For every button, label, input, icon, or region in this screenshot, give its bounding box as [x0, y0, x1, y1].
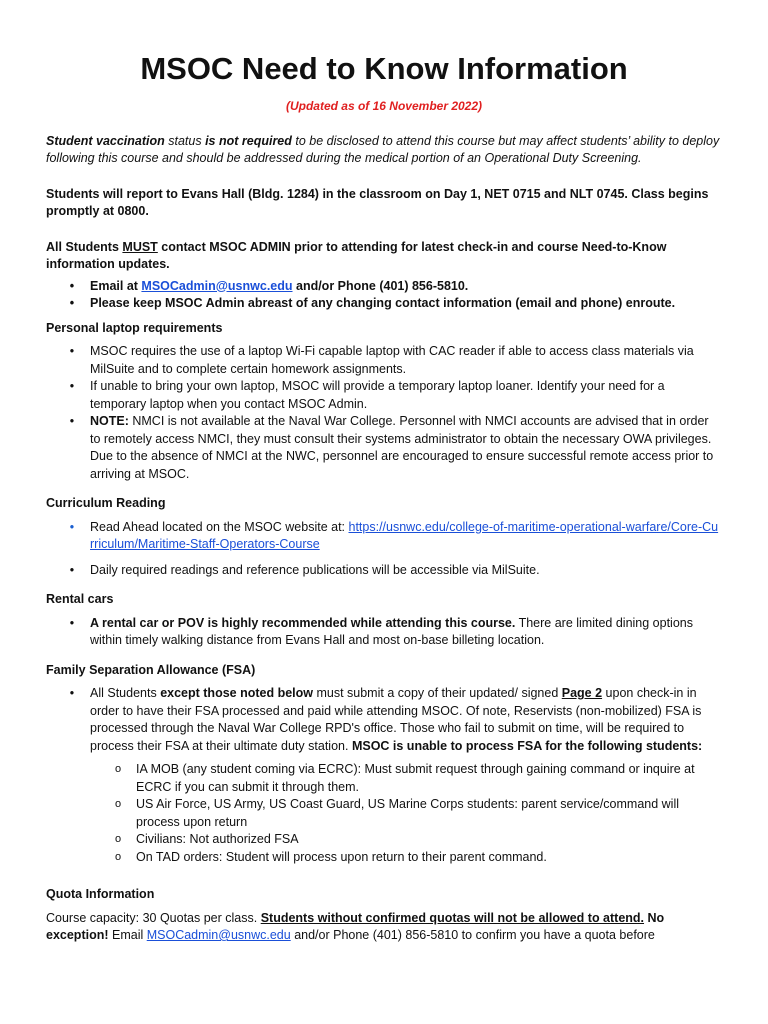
page-title: MSOC Need to Know Information: [140, 51, 628, 86]
email-link[interactable]: MSOCadmin@usnwc.edu: [146, 928, 291, 942]
fsa-text: must submit a copy of their updated/ signed: [313, 686, 562, 700]
quota-text: Course capacity: 30 Quotas per class.: [46, 910, 261, 925]
list-item: [46, 562, 722, 580]
fsa-text: upon check-in in order to have their FSA processed and paid while attending MSOC. Of note, Reservists (non-mobilized) FSA is processed through the Naval War College RPD's office. Those who fail to submit on time, will be required to process their FSA at their ultimate duty station.: [90, 686, 702, 753]
fsa-text: All Students: [90, 686, 161, 700]
must-text-1: All Students: [46, 239, 123, 254]
no-exception-text: No exception!: [46, 910, 665, 942]
email-link[interactable]: MSOCadmin@usnwc.edu: [141, 278, 293, 293]
bullet-icon: •: [69, 344, 75, 358]
read-ahead-text: Read Ahead located on the MSOC website at:: [90, 519, 349, 534]
bullet-icon: •: [69, 519, 75, 534]
bullet-icon: •: [69, 414, 75, 428]
fsa-sub-text: IA MOB (any student coming via ECRC): Must submit request through gaining command or inquire at ECRC if you can submit it through them.: [136, 762, 695, 794]
rental-recommendation: A rental car or POV is highly recommended while attending this course.: [90, 615, 516, 630]
list-item: [46, 295, 722, 313]
list-item: [46, 685, 722, 755]
sub-list-item: [46, 761, 722, 796]
email-suffix: and/or Phone (401) 856-5810.: [292, 278, 469, 293]
email-prefix: Email at: [90, 278, 142, 293]
bullet-icon: •: [69, 615, 75, 630]
circle-bullet-icon: o: [114, 850, 122, 863]
curriculum-heading: Curriculum Reading: [46, 496, 166, 510]
vaccination-label: Student vaccination: [46, 133, 165, 148]
vaccination-text-2: to be disclosed to attend this course but may affect students’ ability to deploy following this course and should be addressed during the medical portion of an Operational Duty Screening.: [46, 133, 720, 165]
keep-contact-text: Please keep MSOC Admin abreast of any changing contact information (email and phone) enroute.: [90, 296, 676, 310]
circle-bullet-icon: o: [114, 833, 122, 845]
list-item: [46, 519, 722, 554]
note-label: NOTE:: [90, 414, 129, 428]
sub-list-item: [46, 831, 722, 849]
bullet-icon: •: [69, 562, 75, 577]
list-item: [46, 278, 722, 296]
vaccination-paragraph: [46, 133, 722, 168]
rental-heading: Rental cars: [46, 592, 114, 606]
sub-list-item: [46, 796, 722, 831]
laptop-item-text: NMCI is not available at the Naval War College. Personnel with NMCI accounts are advised that in order to remotely access NMCI, they must consult their systems administrator to obtain the necessary OWA privileges. Due to the absence of NMCI at the NWC, personnel are encouraged to ensure successful remote access prior to arriving at MSOC.: [90, 414, 714, 481]
fsa-unable-text: MSOC is unable to process FSA for the following students:: [351, 738, 703, 753]
fsa-sub-text: On TAD orders: Student will process upon return to their parent command.: [136, 849, 547, 864]
vaccination-not-required: is not required: [205, 133, 292, 148]
must-text-2: contact MSOC ADMIN prior to attending for latest check-in and course Need-to-Know information updates.: [46, 239, 667, 271]
updated-date: (Updated as of 16 November 2022): [285, 99, 483, 113]
list-item: [46, 343, 722, 378]
quota-warning: Students without confirmed quotas will not be allowed to attend.: [260, 910, 645, 925]
laptop-heading: Personal laptop requirements: [46, 320, 223, 335]
rental-list: [46, 615, 722, 650]
page-2-reference: Page 2: [561, 686, 603, 700]
bullet-icon: •: [69, 296, 75, 310]
must-emphasis: MUST: [122, 239, 158, 254]
fsa-list: [46, 685, 722, 755]
fsa-heading: Family Separation Allowance (FSA): [46, 662, 256, 677]
fsa-sub-text: US Air Force, US Army, US Coast Guard, US Marine Corps students: parent service/command will process upon return: [136, 797, 680, 829]
quota-heading: Quota Information: [46, 887, 155, 901]
laptop-item-text: If unable to bring your own laptop, MSOC will provide a temporary laptop loaner. Identify your need for a temporary laptop when you contact MSOC Admin.: [90, 379, 665, 411]
sub-list-item: [46, 849, 722, 867]
fsa-exception: except those noted below: [160, 686, 313, 700]
report-paragraph: Students will report to Evans Hall (Bldg. 1284) in the classroom on Day 1, NET 0715 and NLT 0745. Class begins promptly at 0800.: [46, 186, 709, 218]
must-contact-paragraph: [46, 239, 722, 274]
list-item: [46, 378, 722, 413]
circle-bullet-icon: o: [114, 763, 122, 775]
bullet-icon: •: [69, 686, 75, 700]
vaccination-text-1: status: [164, 133, 206, 148]
quota-paragraph: [46, 910, 722, 945]
curriculum-list: [46, 519, 722, 580]
msoc-website-link[interactable]: https://usnwc.edu/college-of-maritime-operational-warfare/Core-Curriculum/Maritime-Staff-Operators-Course: [90, 519, 719, 551]
circle-bullet-icon: o: [114, 798, 122, 810]
fsa-sub-text: Civilians: Not authorized FSA: [136, 832, 299, 846]
readings-text: Daily required readings and reference publications will be accessible via MilSuite.: [90, 562, 540, 577]
list-item: [46, 615, 722, 650]
quota-text: Email: [108, 928, 147, 942]
laptop-list: [46, 343, 722, 483]
list-item: [46, 413, 722, 483]
laptop-item-text: MSOC requires the use of a laptop Wi-Fi capable laptop with CAC reader if able to access class materials via MilSuite and to complete certain homework assignments.: [90, 344, 694, 376]
bullet-icon: •: [69, 278, 75, 293]
quota-text: and/or Phone (401) 856-5810 to confirm you have a quota before: [290, 928, 655, 942]
contact-list: [46, 278, 722, 313]
bullet-icon: •: [69, 379, 75, 393]
fsa-sublist: [46, 761, 722, 866]
rental-text: There are limited dining options within timely walking distance from Evans Hall and most on-base billeting location.: [90, 615, 693, 647]
